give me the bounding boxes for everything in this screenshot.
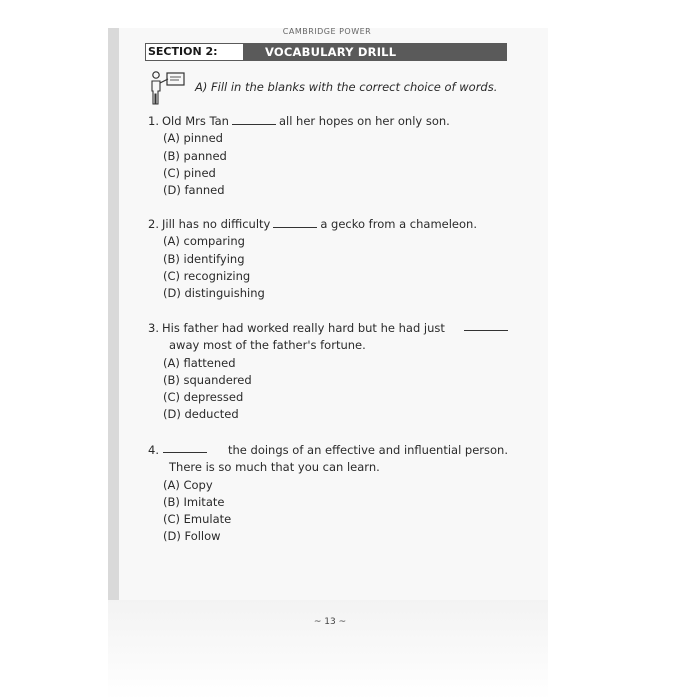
- page-shadow: [108, 600, 548, 700]
- teacher-at-board-icon: [149, 70, 187, 106]
- option-b: (B) squandered: [163, 372, 252, 387]
- answer-blank: [464, 320, 508, 331]
- question-3: [148, 320, 508, 424]
- option-a: (A) comparing: [163, 234, 245, 249]
- option-c: (C) depressed: [163, 390, 244, 405]
- answer-blank: [232, 114, 276, 125]
- option-b: (B) panned: [163, 148, 227, 163]
- page-number: ~ 13 ~: [313, 617, 347, 627]
- section-title: VOCABULARY DRILL: [265, 45, 397, 59]
- question-number: 2.: [148, 217, 159, 231]
- answer-blank: [273, 217, 317, 228]
- question-stem-end: a gecko from a chameleon.: [320, 217, 477, 231]
- question-1: [148, 113, 508, 199]
- question-stem-end: all her hopes on her only son.: [278, 114, 450, 128]
- question-stem-end: the doings of an effective and influential person.: [227, 443, 508, 457]
- section-number: SECTION 2:: [146, 44, 243, 60]
- running-header: CAMBRIDGE POWER: [282, 27, 372, 35]
- option-d: (D) fanned: [163, 183, 225, 198]
- option-d: (D) Follow: [163, 529, 221, 544]
- question-4: [148, 442, 508, 546]
- question-number: 3.: [148, 321, 159, 335]
- question-2: [148, 216, 508, 302]
- section-header-bar: [145, 43, 507, 61]
- question-number: 4.: [148, 443, 159, 457]
- option-b: (B) identifying: [163, 251, 245, 266]
- question-stem-start: Jill has no difficulty: [162, 217, 271, 231]
- instruction-text: A) Fill in the blanks with the correct choice of words.: [195, 80, 498, 94]
- option-b: (B) Imitate: [163, 494, 225, 509]
- question-continuation: away most of the father's fortune.: [169, 338, 366, 353]
- option-c: (C) recognizing: [163, 268, 251, 283]
- option-a: (A) Copy: [163, 477, 213, 492]
- answer-blank: [163, 442, 207, 453]
- question-stem-start: Old Mrs Tan: [162, 114, 229, 128]
- question-stem-start: His father had worked really hard but he had just: [162, 321, 445, 335]
- option-c: (C) Emulate: [163, 512, 232, 527]
- option-c: (C) pined: [163, 165, 216, 180]
- question-number: 1.: [148, 114, 159, 128]
- question-continuation: There is so much that you can learn.: [169, 460, 380, 475]
- option-d: (D) distinguishing: [163, 286, 265, 301]
- option-a: (A) pinned: [163, 131, 223, 146]
- option-d: (D) deducted: [163, 407, 239, 422]
- option-a: (A) flattened: [163, 355, 236, 370]
